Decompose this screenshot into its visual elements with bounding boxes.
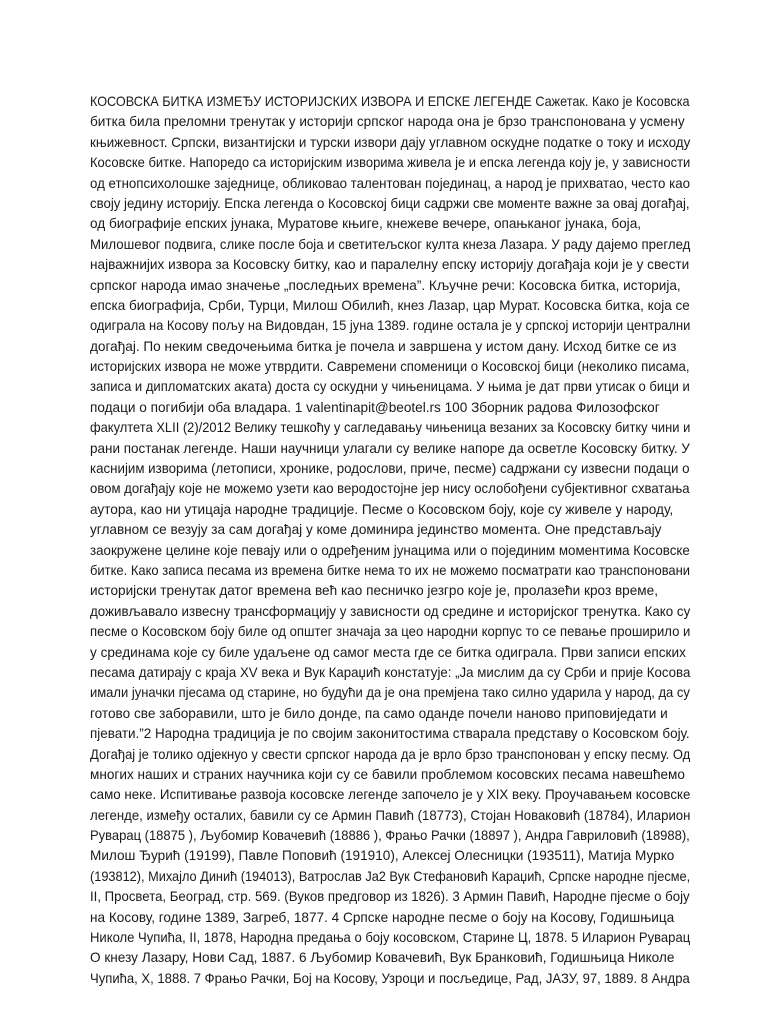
- text-line: заокружене целине које певају или о одређеним јунацима или о појединим моментима Косовске: [90, 542, 690, 558]
- document-body-text: [90, 92, 690, 989]
- text-line: аутора, као ни утицаја народне традиције. Песме о Косовском боју, које су живеле у народу,: [90, 501, 674, 517]
- text-line: многих наших и страних научника који су се бавили проблемом косовских песама навешћемо: [90, 766, 685, 782]
- text-line: II, Просвета, Београд, стр. 569. (Вуков предговор из 1826). 3 Армин Павић, Народне пјесме о боју: [90, 889, 690, 905]
- text-line: доживљавало извесну трансформацију у зависности од средине и историјског тренутка. Како су: [90, 603, 691, 619]
- text-line: КОСОВСКА БИТКА ИЗМЕЂУ ИСТОРИЈСКИХ ИЗВОРА И ЕПСКЕ ЛЕГЕНДЕ Сажетак. Како је Косовска: [90, 94, 690, 109]
- text-line: имали јуначки пјесама од старине, но будући да је она премјена тако силно ударила у народ, да су: [90, 685, 690, 701]
- text-line: Руварац (18875 ), Љубомир Ковачевић (18886 ), Фрањо Рачки (18897 ), Андра Гавриловић (18988),: [90, 828, 690, 844]
- text-line: епска биографија, Срби, Турци, Милош Обилић, кнез Лазар, цар Мурат. Косовска битка, која се: [90, 297, 690, 313]
- text-line: на Косову, године 1389, Загреб, 1877. 4 Српске народне песме о боју на Косову, Годишњица: [90, 909, 675, 925]
- text-line: српског народа имао значење „последњих времена”. Кључне речи: Косовска битка, историја,: [90, 277, 681, 293]
- text-line: (193812), Михајло Динић (194013), Ватрослав Ја2 Вук Стефановић Караџић, Српске народне пјесме,: [90, 868, 691, 884]
- text-line: песама датирају с краја XV века и Вук Караџић констатује: „Ја мислим да су Срби и прије Косова: [90, 664, 691, 680]
- text-line: своју једину историју. Епска легенда о Косовској бици садржи све моменте важне за овај догађај,: [90, 195, 690, 211]
- text-line: историјски тренутак датог времена већ као песничко језгро које је, пролазећи кроз време,: [90, 583, 658, 599]
- text-line: битке. Како записа песама из времена битке нема то их не можемо посматрати као транспоновани: [90, 562, 691, 578]
- text-line: битка била преломни тренутак у историји српског народа она је брзо транспонована у усмену: [90, 114, 685, 130]
- text-line: најважнијих извора за Косовску битку, као и паралелну епску историју догађаја који је у свести: [90, 257, 690, 273]
- text-line: догађај. По неким сведочењима битка је почела и завршена у истом дану. Исход битке се из: [90, 338, 677, 354]
- text-line: рани постанак легенде. Наши научници улагали су велике напоре да осветле Косовску битку. У: [90, 440, 690, 456]
- text-line: историјских извора не може утврдити. Савремени споменици о Косовској бици (неколико писама,: [90, 359, 690, 375]
- text-line: Чупића, X, 1888. 7 Фрањо Рачки, Бој на Косову, Узроци и посљедице, Рад, ЈАЗУ, 97, 1889. 8 Андра: [90, 970, 690, 986]
- text-line: само неке. Испитивање развоја косовске легенде започело је у XIX веку. Проучавањем косовске: [90, 787, 691, 803]
- text-line: пјевати.”2 Народна традиција је по својим законитостима стварала представу о Косовском боју.: [90, 726, 690, 742]
- text-line: подаци о погибији оба владара. 1 valentinapit@beotel.rs 100 Зборник радова Филозофског: [90, 399, 660, 415]
- text-line: овом догађају које не можемо узети као веродостојне јер нису ослобођени субјективног схватања: [90, 481, 690, 497]
- text-line: Догађај је толико одјекнуо у свести српског народа да је врло брзо транспонован у епску песму. Од: [90, 746, 691, 762]
- text-line: готово све заборавили, што је било донде, па само оданде почели наново приповиједати и: [90, 705, 668, 721]
- text-line: факултета XLII (2)/2012 Велику тешкоћу у сагледавању чињеница везаних за Косовску битку чини и: [90, 420, 691, 436]
- text-line: одиграла на Косову пољу на Видовдан, 15 јуна 1389. године остала је у српској историји централни: [90, 318, 691, 334]
- text-line: каснијим изворима (летописи, хронике, родослови, приче, песме) садржани су извесни подаци о: [90, 461, 690, 477]
- text-line: књижевност. Српски, византијски и турски извори дају углавном оскудне податке о току и исходу: [90, 134, 691, 150]
- text-line: песме о Косовском боју биле од општег значаја за цео народни корпус то се певање проширило и: [90, 624, 691, 640]
- text-line: углавном се везују за сам догађај у коме доминира јединство момента. Оне представљају: [90, 522, 662, 538]
- text-line: од етнопсихолошке заједнице, обликовао талентован појединац, а народ је прихватао, често као: [90, 175, 690, 191]
- text-line: легенде, између осталих, бавили су се Армин Павић (18773), Стојан Новаковић (18784), Иларион: [90, 807, 691, 823]
- text-line: од биографије епских јунака, Муратове књиге, кнежеве вечере, опањканог јунака, боја,: [90, 216, 642, 232]
- text-line: О кнезу Лазару, Нови Сад, 1887. 6 Љубомир Ковачевић, Вук Бранковић, Годишњица Николе: [90, 950, 675, 966]
- text-line: Косовске битке. Напоредо са историјским изворима живела је и епска легенда коју је, у зависности: [90, 155, 691, 171]
- text-line: записа и дипломатских аката) доста су оскудни у чињеницама. У њима је дат први утисак о бици и: [90, 379, 690, 395]
- text-line: Милошевог подвига, слике после боја и светитељског култа кнеза Лазара. У раду дајемо преглед: [90, 236, 691, 252]
- text-line: Николе Чупића, II, 1878, Народна предања о боју косовском, Старине Ц, 1878. 5 Иларион Руварац: [90, 930, 691, 946]
- text-line: у срединама које су биле удаљене од самог места где се битка одиграла. Први записи епских: [90, 644, 686, 660]
- text-line: Милош Ђурић (19199), Павле Поповић (191910), Алексеј Олесницки (193511), Матија Мурко: [90, 848, 675, 864]
